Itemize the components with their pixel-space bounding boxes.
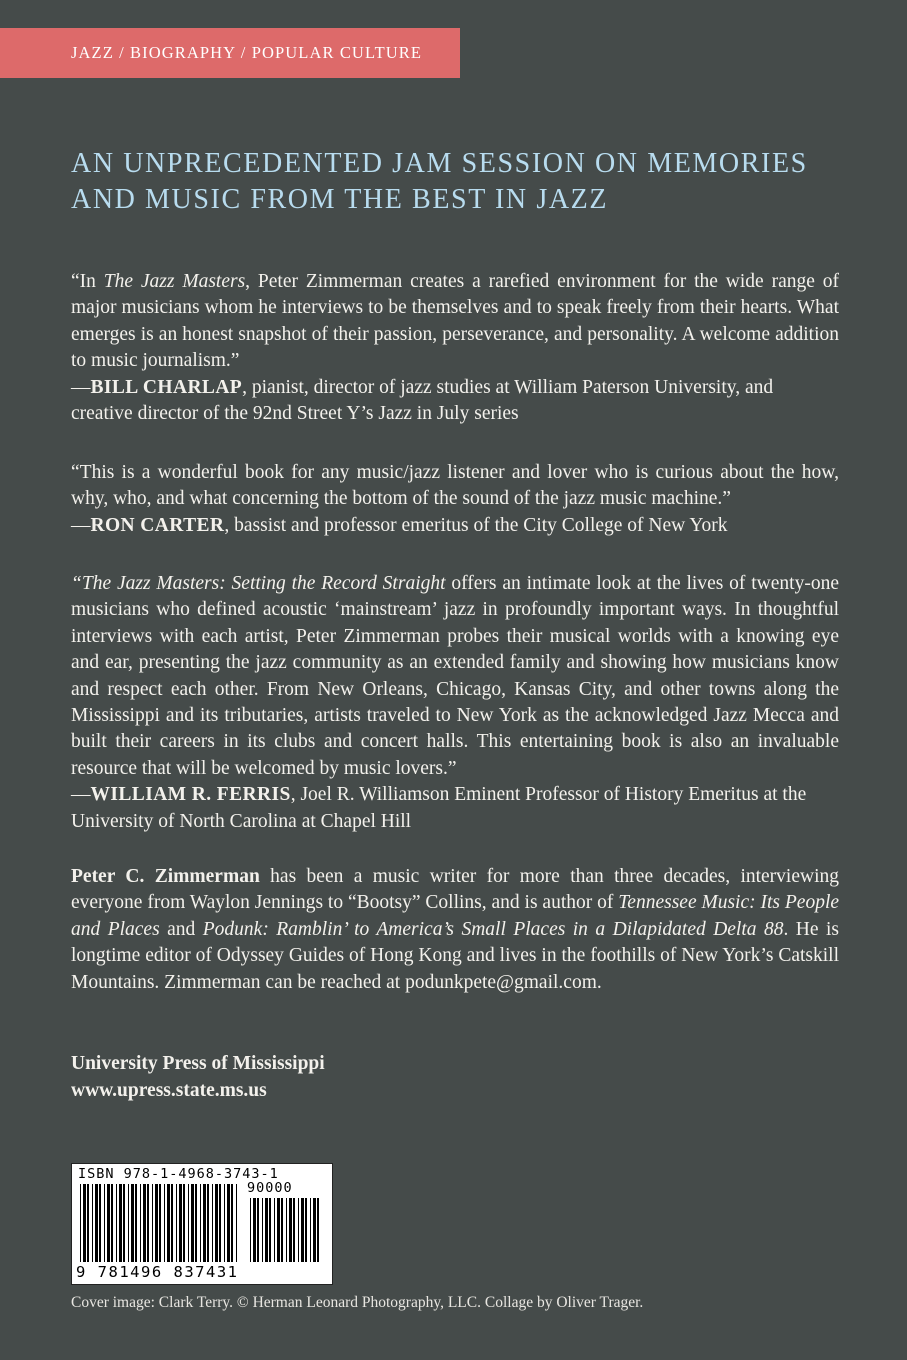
barcode-bar	[286, 1198, 287, 1262]
ean-barcode-bars	[80, 1184, 240, 1262]
barcode-bar	[119, 1184, 122, 1262]
book-title: Tennessee Music: Its People and Places	[71, 892, 840, 940]
attribution-name: BILL CHARLAP	[90, 376, 243, 398]
barcode-bar	[111, 1184, 113, 1262]
barcode-bar	[212, 1184, 213, 1262]
attribution-dash: —	[71, 784, 91, 806]
barcode-bar	[171, 1184, 173, 1262]
attribution-dash: —	[71, 514, 91, 536]
barcode-bar	[250, 1198, 251, 1262]
barcode-bar	[253, 1198, 256, 1262]
attribution-dash: —	[71, 376, 91, 398]
blurb-carter	[71, 460, 839, 539]
publisher-name: University Press of Mississippi	[71, 1053, 325, 1074]
barcode-bar	[227, 1184, 230, 1262]
barcode-bar	[159, 1184, 161, 1262]
quote-open: “In	[71, 271, 104, 292]
barcode-bar	[265, 1198, 268, 1262]
blurb-ferris-attribution	[71, 782, 839, 835]
author-name: Peter C. Zimmerman	[71, 866, 260, 887]
publisher-url: www.upress.state.ms.us	[71, 1080, 267, 1101]
blurb-charlap-quote	[71, 269, 839, 375]
attribution-name: WILLIAM R. FERRIS	[90, 784, 291, 806]
quote-body: offers an intimate look at the lives of twenty-one musicians who defined acoustic ‘mainstream’ jazz in profoundly important ways. In thoughtful interviews with each artist, Peter Zimmerman probes their musical worlds with a knowing eye and ear, presenting the jazz community as an extended family and showing how musicians know and respect each other. From New Orleans, Chicago, Kansas City, and other towns along the Mississippi and its tributaries, artists traveled to New York as the acknowledged Jazz Mecca and built their careers in its clubs and concert halls. This entertaining book is also an invaluable resource that will be welcomed by music lovers.”	[71, 573, 839, 779]
barcode-bar	[274, 1198, 275, 1262]
barcode-bar	[183, 1184, 185, 1262]
cover-credit: Cover image: Clark Terry. © Herman Leonard Photography, LLC. Collage by Oliver Trager.	[71, 1294, 644, 1311]
barcode-bar	[305, 1198, 307, 1262]
barcode	[71, 1163, 333, 1285]
blurb-ferris	[71, 571, 839, 835]
bio-text: and	[159, 918, 203, 940]
blurb-carter-quote: “This is a wonderful book for any music/jazz listener and lover who is curious about the how, why, who, and what concerning the bottom of the sound of the jazz music machine.”	[71, 462, 839, 510]
barcode-bar	[236, 1184, 237, 1262]
barcode-bar	[310, 1198, 311, 1262]
barcode-bar	[200, 1184, 201, 1262]
category-banner	[0, 28, 460, 78]
barcode-bar	[195, 1184, 197, 1262]
attribution-role: , pianist, director of jazz studies at William Paterson University, and creative director of the 92nd Street Y’s Jazz in July series	[71, 376, 774, 425]
quote-body: , Peter Zimmerman creates a rarefied environment for the wide range of major musicians whom he interviews to be themselves and to speak freely from their hearts. What emerges is an honest snapshot of their passion, perseverance, and personality. A welcome addition to music journalism.”	[71, 271, 839, 372]
book-title: The Jazz Masters	[103, 271, 246, 292]
barcode-bar	[188, 1184, 189, 1262]
book-title: Podunk: Ramblin’ to America’s Small Places in a Dilapidated Delta 88	[202, 918, 784, 940]
isbn-label: ISBN 978-1-4968-3743-1	[78, 1166, 279, 1182]
bio-text: has been a music writer for more than three decades, interviewing everyone from Waylon Jennings to “Bootsy” Collins, and is author of	[71, 866, 839, 914]
barcode-bar	[269, 1198, 271, 1262]
barcode-bar	[231, 1184, 233, 1262]
attribution-name: RON CARTER	[90, 514, 225, 536]
barcode-bar	[293, 1198, 295, 1262]
headline	[71, 146, 871, 218]
blurb-ferris-quote	[71, 571, 839, 782]
barcode-bar	[207, 1184, 209, 1262]
barcode-bar	[143, 1184, 146, 1262]
barcode-bar	[147, 1184, 149, 1262]
publisher-block	[71, 1050, 325, 1104]
blurb-carter-attribution	[71, 513, 839, 539]
headline-line-1: AN UNPRECEDENTED JAM SESSION ON MEMORIES	[71, 148, 808, 179]
barcode-bar	[313, 1198, 316, 1262]
barcode-bar	[219, 1184, 221, 1262]
barcode-bar	[164, 1184, 165, 1262]
barcode-digits: 9 781496 837431	[76, 1263, 239, 1281]
barcode-bar	[104, 1184, 105, 1262]
barcode-bar	[128, 1184, 129, 1262]
price-code: 90000	[247, 1180, 293, 1196]
addon-barcode-bars	[250, 1198, 324, 1262]
barcode-bar	[317, 1198, 319, 1262]
barcode-bar	[215, 1184, 218, 1262]
barcode-bar	[80, 1184, 81, 1262]
barcode-bar	[298, 1198, 299, 1262]
barcode-bar	[179, 1184, 182, 1262]
barcode-bar	[224, 1184, 225, 1262]
barcode-bar	[152, 1184, 153, 1262]
barcode-bar	[116, 1184, 117, 1262]
attribution-role: , bassist and professor emeritus of the City College of New York	[224, 514, 728, 536]
headline-line-2: AND MUSIC FROM THE BEST IN JAZZ	[71, 184, 609, 215]
attribution-role: , Joel R. Williamson Eminent Professor of History Emeritus at the University of North Carolina at Chapel Hill	[71, 784, 807, 832]
barcode-bar	[99, 1184, 101, 1262]
barcode-bar	[257, 1198, 259, 1262]
barcode-bar	[83, 1184, 86, 1262]
barcode-bar	[176, 1184, 177, 1262]
barcode-bar	[262, 1198, 263, 1262]
barcode-bar	[203, 1184, 206, 1262]
blurb-charlap	[71, 269, 839, 427]
barcode-bar	[191, 1184, 194, 1262]
barcode-bar	[87, 1184, 89, 1262]
blurb-charlap-attribution	[71, 375, 839, 428]
barcode-bar	[155, 1184, 158, 1262]
barcode-bar	[289, 1198, 292, 1262]
barcode-bar	[135, 1184, 137, 1262]
category-label: JAZZ / BIOGRAPHY / POPULAR CULTURE	[71, 43, 423, 62]
barcode-bar	[140, 1184, 141, 1262]
barcode-bar	[95, 1184, 98, 1262]
barcode-bar	[92, 1184, 93, 1262]
bio-text: . He is longtime editor of Odyssey Guides of Hong Kong and lives in the foothills of New York’s Catskill Mountains. Zimmerman can be reached at podunkpete@gmail.com.	[71, 918, 840, 993]
barcode-bar	[301, 1198, 304, 1262]
barcode-bar	[281, 1198, 283, 1262]
barcode-bar	[123, 1184, 125, 1262]
barcode-bar	[167, 1184, 170, 1262]
barcode-bar	[107, 1184, 110, 1262]
book-title: “The Jazz Masters: Setting the Record Straight	[71, 573, 446, 594]
author-bio	[71, 864, 839, 996]
barcode-bar	[277, 1198, 280, 1262]
barcode-bar	[131, 1184, 134, 1262]
